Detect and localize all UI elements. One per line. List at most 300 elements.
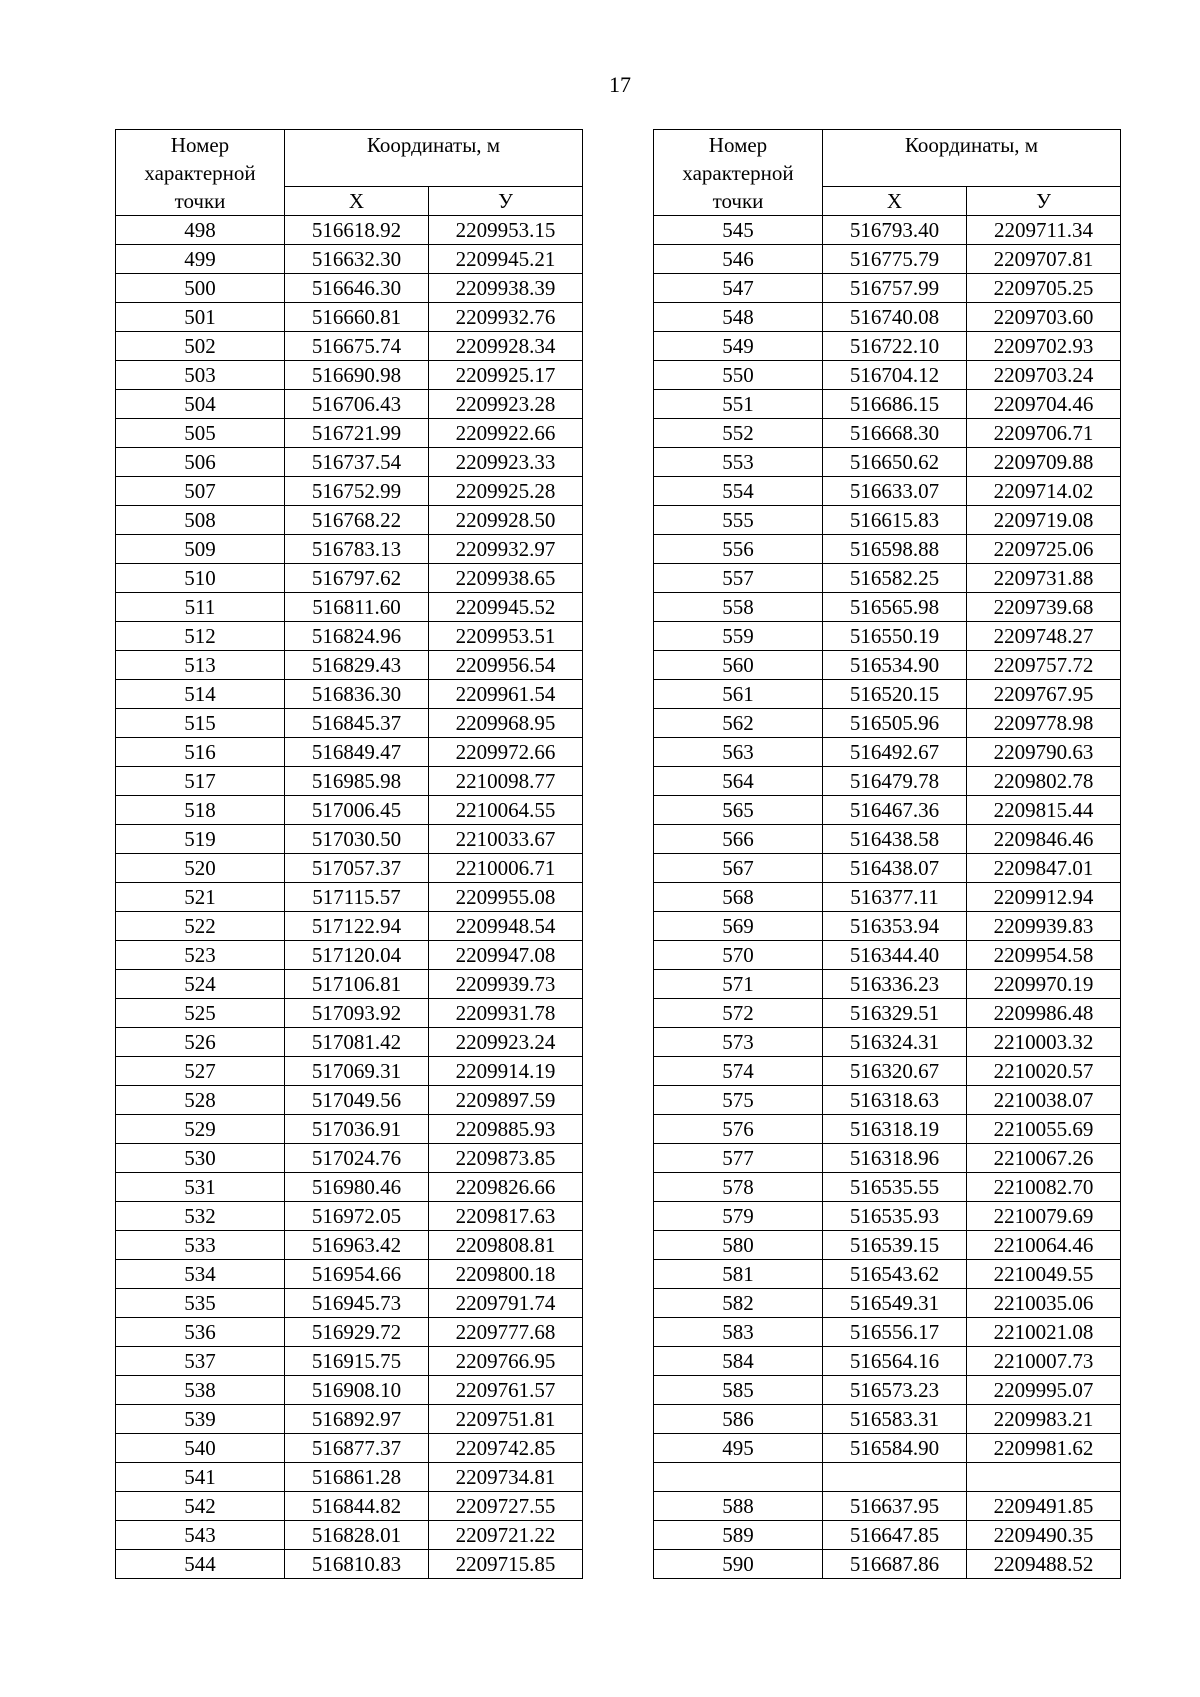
table-row	[654, 1289, 1121, 1318]
y-coordinate-cell: 2210003.32	[967, 1028, 1121, 1057]
table-row	[116, 941, 583, 970]
y-coordinate-cell: 2209961.54	[429, 680, 583, 709]
point-number-cell: 541	[116, 1463, 285, 1492]
y-coordinate-cell: 2209703.60	[967, 303, 1121, 332]
x-coordinate-cell: 516467.36	[823, 796, 967, 825]
point-number-cell: 549	[654, 332, 823, 361]
table-row	[654, 1231, 1121, 1260]
y-coordinate-cell: 2209721.22	[429, 1521, 583, 1550]
y-coordinate-cell: 2209938.39	[429, 274, 583, 303]
table-row	[116, 622, 583, 651]
point-number-cell: 525	[116, 999, 285, 1028]
point-number-cell: 498	[116, 216, 285, 245]
point-number-cell: 538	[116, 1376, 285, 1405]
point-number-cell: 576	[654, 1115, 823, 1144]
table-row	[654, 303, 1121, 332]
point-number-cell: 512	[116, 622, 285, 651]
point-number-header	[654, 130, 823, 216]
x-coordinate-cell: 517081.42	[285, 1028, 429, 1057]
table-row	[116, 651, 583, 680]
x-coordinate-cell: 516829.43	[285, 651, 429, 680]
y-coordinate-cell: 2209953.15	[429, 216, 583, 245]
point-number-cell: 499	[116, 245, 285, 274]
y-coordinate-cell: 2209715.85	[429, 1550, 583, 1579]
point-number-cell: 583	[654, 1318, 823, 1347]
x-coordinate-cell: 516353.94	[823, 912, 967, 941]
point-number-cell: 564	[654, 767, 823, 796]
table-row	[116, 796, 583, 825]
point-number-cell: 505	[116, 419, 285, 448]
y-coordinate-cell: 2209757.72	[967, 651, 1121, 680]
x-coordinate-cell: 516637.95	[823, 1492, 967, 1521]
table-row	[654, 1202, 1121, 1231]
point-number-cell: 517	[116, 767, 285, 796]
table-row	[654, 506, 1121, 535]
table-row	[654, 1318, 1121, 1347]
x-coordinate-cell: 516945.73	[285, 1289, 429, 1318]
point-number-cell: 562	[654, 709, 823, 738]
x-coordinate-cell: 516687.86	[823, 1550, 967, 1579]
table-row	[116, 738, 583, 767]
x-coordinate-cell: 516783.13	[285, 535, 429, 564]
point-number-cell: 582	[654, 1289, 823, 1318]
point-number-header-line: точки	[174, 189, 226, 213]
x-coordinate-cell: 516479.78	[823, 767, 967, 796]
point-number-cell: 508	[116, 506, 285, 535]
x-coordinate-cell: 516721.99	[285, 419, 429, 448]
y-coordinate-cell: 2209912.94	[967, 883, 1121, 912]
y-coordinate-cell: 2209945.52	[429, 593, 583, 622]
table-row	[116, 1231, 583, 1260]
y-coordinate-cell: 2209846.46	[967, 825, 1121, 854]
point-number-cell: 510	[116, 564, 285, 593]
y-coordinate-cell: 2209995.07	[967, 1376, 1121, 1405]
point-number-cell: 501	[116, 303, 285, 332]
x-coordinate-cell: 516556.17	[823, 1318, 967, 1347]
y-coordinate-cell: 2209709.88	[967, 448, 1121, 477]
y-coordinate-cell: 2209873.85	[429, 1144, 583, 1173]
y-coordinate-cell: 2209704.46	[967, 390, 1121, 419]
table-row	[116, 1289, 583, 1318]
point-number-header-line: Номер	[170, 133, 230, 157]
y-coordinate-cell: 2209970.19	[967, 970, 1121, 999]
point-number-cell: 578	[654, 1173, 823, 1202]
point-number-cell: 558	[654, 593, 823, 622]
x-coordinate-cell: 516810.83	[285, 1550, 429, 1579]
y-coordinate-cell: 2210038.07	[967, 1086, 1121, 1115]
point-number-cell: 547	[654, 274, 823, 303]
x-coordinate-cell: 516704.12	[823, 361, 967, 390]
x-coordinate-cell: 516828.01	[285, 1521, 429, 1550]
y-coordinate-cell: 2210035.06	[967, 1289, 1121, 1318]
x-coordinate-cell: 516722.10	[823, 332, 967, 361]
x-coordinate-cell: 516647.85	[823, 1521, 967, 1550]
point-number-cell: 528	[116, 1086, 285, 1115]
y-column-header: У	[967, 187, 1121, 216]
table-row	[654, 1492, 1121, 1521]
table-row	[654, 390, 1121, 419]
y-coordinate-cell: 2209983.21	[967, 1405, 1121, 1434]
y-coordinate-cell: 2209939.83	[967, 912, 1121, 941]
table-row	[654, 477, 1121, 506]
x-coordinate-cell: 516615.83	[823, 506, 967, 535]
point-number-cell: 548	[654, 303, 823, 332]
point-number-cell: 560	[654, 651, 823, 680]
y-coordinate-cell: 2209778.98	[967, 709, 1121, 738]
point-number-cell: 531	[116, 1173, 285, 1202]
y-coordinate-cell: 2209707.81	[967, 245, 1121, 274]
coordinates-header: Координаты, м	[823, 130, 1121, 187]
point-number-cell: 561	[654, 680, 823, 709]
y-coordinate-cell: 2209972.66	[429, 738, 583, 767]
x-coordinate-cell: 516633.07	[823, 477, 967, 506]
x-coordinate-cell: 517057.37	[285, 854, 429, 883]
x-coordinate-cell: 517036.91	[285, 1115, 429, 1144]
point-number-header-line: Номер	[708, 133, 768, 157]
x-coordinate-cell: 516668.30	[823, 419, 967, 448]
table-row	[116, 883, 583, 912]
x-coordinate-cell: 516505.96	[823, 709, 967, 738]
y-coordinate-cell: 2209719.08	[967, 506, 1121, 535]
coordinates-table-left	[115, 129, 583, 1579]
table-row	[654, 1028, 1121, 1057]
point-number-cell: 556	[654, 535, 823, 564]
x-coordinate-cell: 516573.23	[823, 1376, 967, 1405]
point-number-header-line: характерной	[144, 161, 256, 185]
y-coordinate-cell: 2209725.06	[967, 535, 1121, 564]
coordinates-header: Координаты, м	[285, 130, 583, 187]
table-row	[654, 1521, 1121, 1550]
point-number-cell: 563	[654, 738, 823, 767]
table-row	[654, 883, 1121, 912]
y-coordinate-cell: 2210098.77	[429, 767, 583, 796]
y-coordinate-cell: 2210082.70	[967, 1173, 1121, 1202]
table-row	[116, 535, 583, 564]
table-row	[116, 999, 583, 1028]
x-coordinate-cell: 516539.15	[823, 1231, 967, 1260]
y-coordinate-cell: 2209742.85	[429, 1434, 583, 1463]
point-number-cell: 551	[654, 390, 823, 419]
point-number-cell: 539	[116, 1405, 285, 1434]
y-coordinate-cell: 2209808.81	[429, 1231, 583, 1260]
table-row	[654, 1260, 1121, 1289]
x-coordinate-cell: 516534.90	[823, 651, 967, 680]
y-coordinate-cell: 2209923.24	[429, 1028, 583, 1057]
y-coordinate-cell: 2209826.66	[429, 1173, 583, 1202]
y-coordinate-cell: 2209766.95	[429, 1347, 583, 1376]
x-coordinate-cell: 517049.56	[285, 1086, 429, 1115]
y-coordinate-cell: 2209932.97	[429, 535, 583, 564]
y-coordinate-cell: 2209761.57	[429, 1376, 583, 1405]
x-coordinate-cell: 516963.42	[285, 1231, 429, 1260]
x-column-header: Х	[823, 187, 967, 216]
y-coordinate-cell: 2209800.18	[429, 1260, 583, 1289]
y-coordinate-cell: 2210067.26	[967, 1144, 1121, 1173]
x-coordinate-cell: 516775.79	[823, 245, 967, 274]
table-row	[654, 912, 1121, 941]
y-coordinate-cell: 2209953.51	[429, 622, 583, 651]
point-number-cell: 557	[654, 564, 823, 593]
table-row	[116, 767, 583, 796]
table-row	[116, 825, 583, 854]
point-number-cell: 523	[116, 941, 285, 970]
table-row	[116, 390, 583, 419]
point-number-cell: 511	[116, 593, 285, 622]
point-number-cell: 533	[116, 1231, 285, 1260]
point-number-cell: 503	[116, 361, 285, 390]
table-row	[116, 1405, 583, 1434]
table-row	[654, 941, 1121, 970]
y-coordinate-cell: 2210007.73	[967, 1347, 1121, 1376]
x-coordinate-cell: 516377.11	[823, 883, 967, 912]
y-coordinate-cell: 2209885.93	[429, 1115, 583, 1144]
y-coordinate-cell: 2209711.34	[967, 216, 1121, 245]
x-coordinate-cell: 516892.97	[285, 1405, 429, 1434]
x-coordinate-cell: 516877.37	[285, 1434, 429, 1463]
table-row	[654, 564, 1121, 593]
x-coordinate-cell: 516582.25	[823, 564, 967, 593]
x-coordinate-cell: 516675.74	[285, 332, 429, 361]
point-number-cell: 514	[116, 680, 285, 709]
point-number-cell: 526	[116, 1028, 285, 1057]
y-coordinate-cell: 2209714.02	[967, 477, 1121, 506]
table-row	[116, 1144, 583, 1173]
table-row	[654, 535, 1121, 564]
y-coordinate-cell: 2209791.74	[429, 1289, 583, 1318]
table-row	[116, 680, 583, 709]
y-coordinate-cell: 2209815.44	[967, 796, 1121, 825]
table-row	[654, 1115, 1121, 1144]
x-coordinate-cell: 516793.40	[823, 216, 967, 245]
point-number-cell: 509	[116, 535, 285, 564]
x-coordinate-cell: 516646.30	[285, 274, 429, 303]
table-row	[654, 709, 1121, 738]
x-coordinate-cell: 516929.72	[285, 1318, 429, 1347]
point-number-cell: 519	[116, 825, 285, 854]
x-coordinate-cell: 516660.81	[285, 303, 429, 332]
table-row	[654, 796, 1121, 825]
table-row	[654, 1347, 1121, 1376]
y-coordinate-cell: 2209981.62	[967, 1434, 1121, 1463]
point-number-cell: 536	[116, 1318, 285, 1347]
x-coordinate-cell: 516824.96	[285, 622, 429, 651]
y-coordinate-cell: 2209705.25	[967, 274, 1121, 303]
table-row	[654, 622, 1121, 651]
x-coordinate-cell: 516797.62	[285, 564, 429, 593]
y-coordinate-cell: 2209702.93	[967, 332, 1121, 361]
table-row	[116, 1318, 583, 1347]
x-coordinate-cell: 517120.04	[285, 941, 429, 970]
point-number-cell: 571	[654, 970, 823, 999]
x-coordinate-cell: 516811.60	[285, 593, 429, 622]
table-row	[116, 1550, 583, 1579]
point-number-cell: 570	[654, 941, 823, 970]
point-number-cell: 506	[116, 448, 285, 477]
x-coordinate-cell: 517030.50	[285, 825, 429, 854]
point-number-cell: 581	[654, 1260, 823, 1289]
y-coordinate-cell: 2210055.69	[967, 1115, 1121, 1144]
point-number-cell: 527	[116, 1057, 285, 1086]
table-row	[654, 216, 1121, 245]
y-coordinate-cell: 2209914.19	[429, 1057, 583, 1086]
x-coordinate-cell: 516535.93	[823, 1202, 967, 1231]
table-row	[116, 1521, 583, 1550]
table-row	[116, 564, 583, 593]
point-number-cell: 515	[116, 709, 285, 738]
point-number-cell: 537	[116, 1347, 285, 1376]
table-row	[116, 1463, 583, 1492]
x-coordinate-cell	[823, 1463, 967, 1492]
y-column-header: У	[429, 187, 583, 216]
point-number-cell: 495	[654, 1434, 823, 1463]
point-number-cell: 532	[116, 1202, 285, 1231]
table-row	[654, 1376, 1121, 1405]
x-column-header: Х	[285, 187, 429, 216]
x-coordinate-cell: 516980.46	[285, 1173, 429, 1202]
y-coordinate-cell: 2209931.78	[429, 999, 583, 1028]
y-coordinate-cell: 2210049.55	[967, 1260, 1121, 1289]
x-coordinate-cell: 516845.37	[285, 709, 429, 738]
x-coordinate-cell: 516849.47	[285, 738, 429, 767]
x-coordinate-cell: 517069.31	[285, 1057, 429, 1086]
x-coordinate-cell: 516492.67	[823, 738, 967, 767]
table-row	[116, 1434, 583, 1463]
x-coordinate-cell: 516583.31	[823, 1405, 967, 1434]
point-number-cell: 520	[116, 854, 285, 883]
point-number-cell: 574	[654, 1057, 823, 1086]
table-row	[116, 361, 583, 390]
y-coordinate-cell: 2209739.68	[967, 593, 1121, 622]
x-coordinate-cell: 516549.31	[823, 1289, 967, 1318]
x-coordinate-cell: 516768.22	[285, 506, 429, 535]
x-coordinate-cell: 516520.15	[823, 680, 967, 709]
point-number-cell: 504	[116, 390, 285, 419]
x-coordinate-cell: 516438.58	[823, 825, 967, 854]
x-coordinate-cell: 516550.19	[823, 622, 967, 651]
table-row	[654, 1434, 1121, 1463]
y-coordinate-cell: 2209922.66	[429, 419, 583, 448]
table-row	[654, 1550, 1121, 1579]
y-coordinate-cell: 2209923.28	[429, 390, 583, 419]
page-number: 17	[609, 72, 631, 97]
y-coordinate-cell: 2209968.95	[429, 709, 583, 738]
y-coordinate-cell: 2209948.54	[429, 912, 583, 941]
point-number-cell: 513	[116, 651, 285, 680]
table-row	[116, 1028, 583, 1057]
y-coordinate-cell: 2210006.71	[429, 854, 583, 883]
y-coordinate-cell: 2209986.48	[967, 999, 1121, 1028]
point-number-cell: 580	[654, 1231, 823, 1260]
table-row	[654, 1144, 1121, 1173]
table-row	[116, 1202, 583, 1231]
table-row	[116, 1115, 583, 1144]
table-row	[654, 1173, 1121, 1202]
point-number-cell: 579	[654, 1202, 823, 1231]
y-coordinate-cell: 2209956.54	[429, 651, 583, 680]
table-row	[654, 1405, 1121, 1434]
x-coordinate-cell: 516686.15	[823, 390, 967, 419]
table-row	[116, 1347, 583, 1376]
table-row	[654, 593, 1121, 622]
y-coordinate-cell: 2210020.57	[967, 1057, 1121, 1086]
x-coordinate-cell: 516650.62	[823, 448, 967, 477]
x-coordinate-cell: 516336.23	[823, 970, 967, 999]
point-number-cell: 524	[116, 970, 285, 999]
table-row	[654, 970, 1121, 999]
y-coordinate-cell: 2209767.95	[967, 680, 1121, 709]
point-number-cell: 518	[116, 796, 285, 825]
table-row	[654, 825, 1121, 854]
x-coordinate-cell: 516318.96	[823, 1144, 967, 1173]
point-number-cell: 572	[654, 999, 823, 1028]
y-coordinate-cell: 2209727.55	[429, 1492, 583, 1521]
table-row	[654, 767, 1121, 796]
table-row	[116, 1057, 583, 1086]
point-number-cell: 535	[116, 1289, 285, 1318]
point-number-header-line: характерной	[682, 161, 794, 185]
table-row	[116, 709, 583, 738]
point-number-cell: 577	[654, 1144, 823, 1173]
point-number-cell: 553	[654, 448, 823, 477]
y-coordinate-cell: 2209928.34	[429, 332, 583, 361]
x-coordinate-cell: 516836.30	[285, 680, 429, 709]
y-coordinate-cell: 2209932.76	[429, 303, 583, 332]
table-row	[116, 1086, 583, 1115]
table-row	[654, 999, 1121, 1028]
table-row	[654, 448, 1121, 477]
x-coordinate-cell: 516844.82	[285, 1492, 429, 1521]
table-row	[654, 361, 1121, 390]
x-coordinate-cell: 516438.07	[823, 854, 967, 883]
x-coordinate-cell: 516757.99	[823, 274, 967, 303]
table-row	[116, 1173, 583, 1202]
x-coordinate-cell: 516908.10	[285, 1376, 429, 1405]
x-coordinate-cell: 516564.16	[823, 1347, 967, 1376]
point-number-cell: 550	[654, 361, 823, 390]
y-coordinate-cell	[967, 1463, 1121, 1492]
y-coordinate-cell: 2209802.78	[967, 767, 1121, 796]
point-number-cell: 544	[116, 1550, 285, 1579]
table-row	[116, 970, 583, 999]
point-number-cell: 554	[654, 477, 823, 506]
x-coordinate-cell: 516861.28	[285, 1463, 429, 1492]
table-row	[116, 303, 583, 332]
y-coordinate-cell: 2209790.63	[967, 738, 1121, 767]
x-coordinate-cell: 516329.51	[823, 999, 967, 1028]
table-row	[654, 738, 1121, 767]
y-coordinate-cell: 2209954.58	[967, 941, 1121, 970]
table-row	[116, 332, 583, 361]
x-coordinate-cell: 517106.81	[285, 970, 429, 999]
x-coordinate-cell: 516565.98	[823, 593, 967, 622]
y-coordinate-cell: 2209925.28	[429, 477, 583, 506]
point-number-cell: 521	[116, 883, 285, 912]
x-coordinate-cell: 516535.55	[823, 1173, 967, 1202]
y-coordinate-cell: 2209731.88	[967, 564, 1121, 593]
y-coordinate-cell: 2210064.55	[429, 796, 583, 825]
table-row	[654, 1086, 1121, 1115]
x-coordinate-cell: 517122.94	[285, 912, 429, 941]
table-row	[116, 216, 583, 245]
point-number-cell: 559	[654, 622, 823, 651]
table-row	[116, 419, 583, 448]
x-coordinate-cell: 516985.98	[285, 767, 429, 796]
table-row	[116, 912, 583, 941]
table-row	[654, 680, 1121, 709]
x-coordinate-cell: 516632.30	[285, 245, 429, 274]
y-coordinate-cell: 2209817.63	[429, 1202, 583, 1231]
x-coordinate-cell: 516320.67	[823, 1057, 967, 1086]
